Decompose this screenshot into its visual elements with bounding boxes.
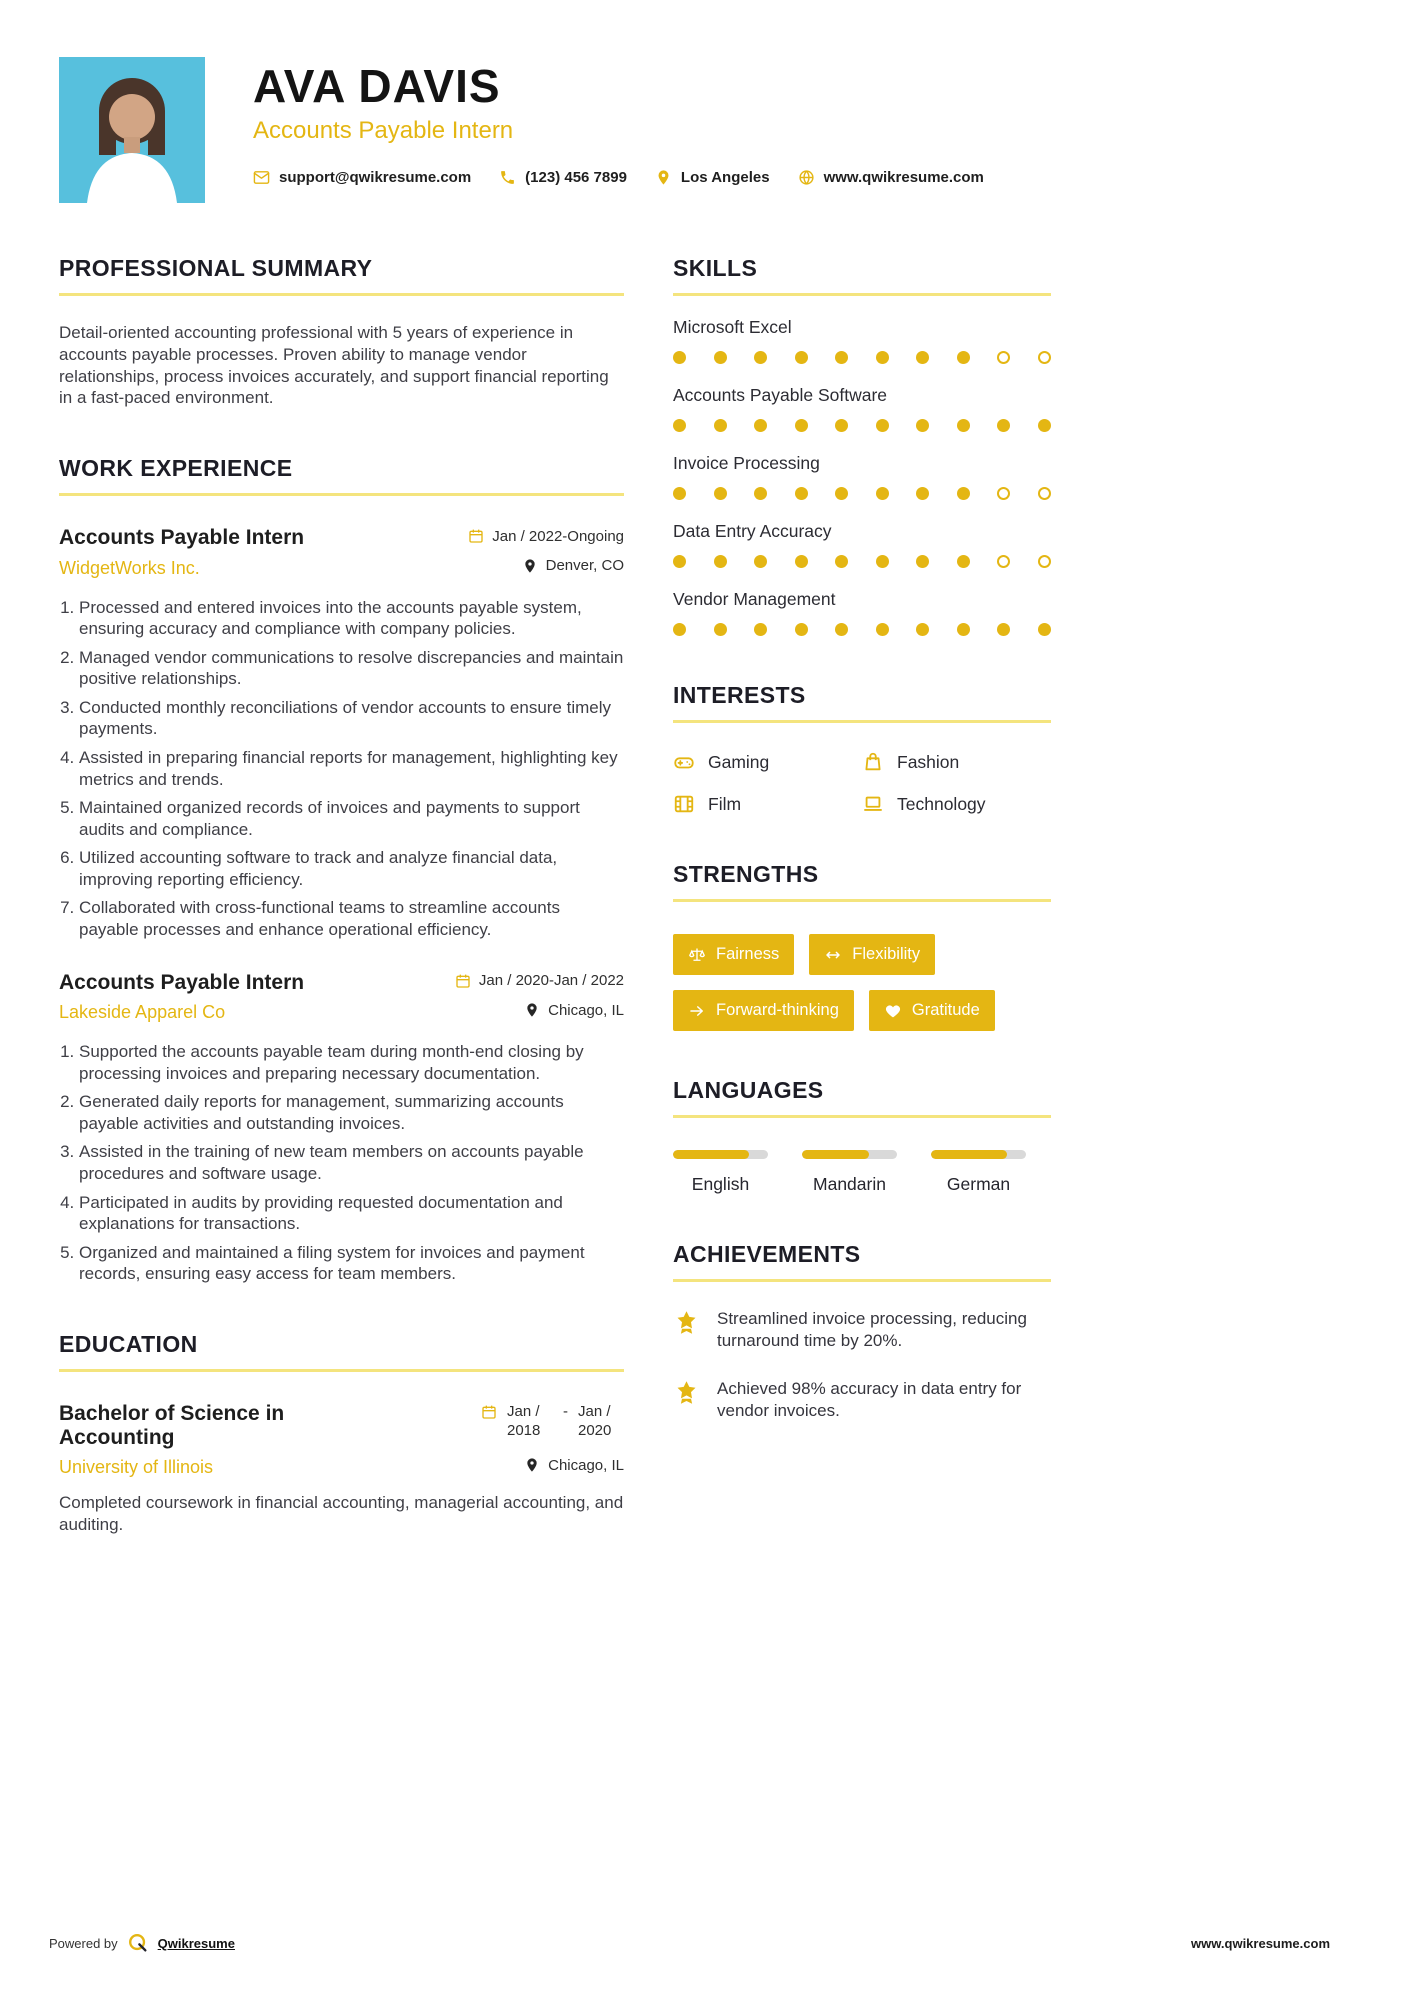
main-columns [0, 255, 1407, 1536]
section-rule [673, 720, 1051, 723]
skill-dot-filled [795, 555, 808, 568]
summary-heading: PROFESSIONAL SUMMARY [59, 255, 373, 281]
skill-name: Invoice Processing [673, 453, 820, 473]
job-bullet-list [59, 597, 624, 941]
job-entry [59, 526, 624, 941]
map-pin-icon [524, 1457, 540, 1473]
section-rule [59, 1369, 624, 1372]
education-date-start: Jan / 2018 [507, 1402, 541, 1440]
job-bullet: 2. Generated daily reports for management, summarizing accounts payable activities and outstanding invoices. [79, 1091, 624, 1134]
job-bullet: 5. Organized and maintained a filing system for invoices and payment records, ensuring easy access for team members. [79, 1242, 624, 1285]
skill-name: Microsoft Excel [673, 317, 792, 337]
education-date-dash: - [563, 1402, 568, 1420]
skills-heading: SKILLS [673, 255, 758, 281]
skill-dot-filled [835, 487, 848, 500]
profile-photo [59, 57, 205, 203]
education-date-end: Jan / 2020 [578, 1402, 612, 1440]
skill-dot-filled [714, 487, 727, 500]
skill-name: Accounts Payable Software [673, 385, 888, 405]
section-rule [59, 493, 624, 496]
skill-dot-filled [754, 555, 767, 568]
education-heading: EDUCATION [59, 1330, 198, 1357]
interests-heading: INTERESTS [673, 682, 806, 708]
footer-website-link[interactable]: www.qwikresume.com [1191, 1935, 1330, 1951]
language-bar [673, 1150, 768, 1159]
skill-dot-filled [1038, 623, 1051, 636]
interest-fashion [862, 751, 1051, 773]
map-pin-icon [524, 1002, 540, 1018]
skill-dot-filled [835, 351, 848, 364]
strength-label: Gratitude [911, 1001, 980, 1019]
interest-gaming [673, 751, 862, 773]
job-location-text: Chicago, IL [548, 1001, 624, 1019]
contact-email-text: support@qwikresume.com [279, 169, 472, 186]
skill-dot-filled [795, 487, 808, 500]
section-professional-summary [59, 255, 624, 409]
skill-dot-filled [916, 419, 929, 432]
skill-dot-filled [876, 623, 889, 636]
skill-item [673, 521, 1051, 568]
achievement-text: Achieved 98% accuracy in data entry for vendor invoices. [717, 1379, 1022, 1421]
strength-fairness [673, 934, 794, 975]
skill-dot-filled [835, 419, 848, 432]
education-location [524, 1457, 624, 1474]
job-location-text: Denver, CO [545, 557, 624, 574]
skill-rating [673, 487, 1051, 500]
powered-by [49, 1932, 235, 1954]
section-skills [673, 255, 1051, 636]
skill-dot-filled [957, 555, 970, 568]
skill-dot-empty [1038, 555, 1051, 568]
skill-item [673, 317, 1051, 364]
skill-dot-filled [714, 419, 727, 432]
skill-dot-empty [997, 555, 1010, 568]
skill-dot-filled [997, 623, 1010, 636]
language-bar-fill [673, 1150, 749, 1159]
section-achievements [673, 1241, 1051, 1422]
job-date [468, 528, 624, 545]
skill-dot-filled [916, 555, 929, 568]
skill-dot-filled [957, 487, 970, 500]
interest-label: Gaming [708, 751, 770, 772]
language-label: Mandarin [813, 1174, 886, 1194]
skill-dot-filled [876, 555, 889, 568]
skill-dot-filled [835, 555, 848, 568]
job-bullet: 7. Collaborated with cross-functional teams to streamline accounts payable processes and enhance operational efficiency. [79, 897, 624, 940]
skill-rating [673, 623, 1051, 636]
strength-flexibility [809, 934, 935, 975]
film-icon [673, 793, 695, 815]
interest-label: Film [708, 793, 742, 814]
section-rule [673, 1279, 1051, 1282]
skill-dot-filled [754, 419, 767, 432]
section-rule [673, 899, 1051, 902]
person-name: AVA DAVIS [253, 60, 501, 112]
job-company: Lakeside Apparel Co [59, 1002, 226, 1023]
job-bullet: 1. Supported the accounts payable team during month-end closing by processing invoices and preparing necessary documentation. [79, 1041, 624, 1084]
map-pin-icon [522, 558, 538, 574]
contact-website-text: www.qwikresume.com [823, 169, 984, 186]
interest-film [673, 793, 862, 815]
skill-rating [673, 555, 1051, 568]
skill-item [673, 589, 1051, 636]
languages-row [673, 1150, 1051, 1195]
strength-gratitude [869, 990, 995, 1031]
work-heading: WORK EXPERIENCE [59, 455, 293, 481]
email-icon [253, 169, 270, 186]
section-rule [673, 1115, 1051, 1118]
skill-dot-filled [714, 623, 727, 636]
education-school: University of Illinois [59, 1457, 214, 1478]
education-location-text: Chicago, IL [548, 1456, 624, 1474]
skill-dot-filled [673, 555, 686, 568]
language-label: German [946, 1174, 1011, 1194]
job-bullet: 6. Utilized accounting software to track and analyze financial data, improving reporting efficiency. [79, 847, 624, 890]
job-location [524, 1002, 624, 1019]
contact-location-text: Los Angeles [680, 169, 770, 186]
achievement-item [673, 1378, 1051, 1422]
job-title: Accounts Payable Intern [59, 526, 305, 549]
strength-label: Flexibility [852, 945, 921, 963]
education-entry [59, 1402, 624, 1536]
section-education [59, 1331, 624, 1536]
header [0, 0, 1407, 203]
skill-dot-filled [714, 351, 727, 364]
section-strengths [673, 861, 1051, 1031]
job-entry [59, 971, 624, 1285]
skill-rating [673, 419, 1051, 432]
skill-dot-empty [997, 487, 1010, 500]
strength-label: Forward-thinking [716, 1001, 839, 1019]
powered-by-label: Powered by [49, 1935, 118, 1951]
skill-dot-filled [916, 487, 929, 500]
skill-dot-filled [754, 487, 767, 500]
skill-dot-filled [957, 351, 970, 364]
skill-dot-filled [673, 623, 686, 636]
language-mandarin [802, 1150, 897, 1195]
person-title: Accounts Payable Intern [253, 117, 514, 144]
skill-dot-filled [957, 623, 970, 636]
language-german [931, 1150, 1026, 1195]
calendar-icon [455, 973, 471, 989]
skill-dot-filled [876, 419, 889, 432]
job-head [59, 971, 624, 995]
skill-dot-filled [673, 419, 686, 432]
skill-dot-filled [795, 351, 808, 364]
skill-dot-filled [795, 419, 808, 432]
section-interests [673, 682, 1051, 815]
skill-item [673, 453, 1051, 500]
skill-dot-filled [754, 623, 767, 636]
skill-dot-filled [916, 351, 929, 364]
job-subhead [59, 557, 624, 579]
languages-heading: LANGUAGES [673, 1077, 824, 1103]
contact-phone[interactable] [499, 169, 627, 186]
job-date-text: Jan / 2020-Jan / 2022 [478, 972, 624, 990]
skill-dot-filled [835, 623, 848, 636]
contact-row [253, 169, 984, 186]
contact-email[interactable] [253, 169, 471, 186]
medal-star-icon [673, 1379, 700, 1406]
achievement-item [673, 1308, 1051, 1352]
job-bullet: 5. Maintained organized records of invoices and payments to support audits and compliance. [79, 797, 624, 840]
skill-name: Data Entry Accuracy [673, 521, 832, 541]
skill-dot-filled [673, 487, 686, 500]
skill-dot-filled [1038, 419, 1051, 432]
summary-text: Detail-oriented accounting professional with 5 years of experience in accounts payable processes. Proven ability to manage vendor relationships, process invoices accurately, and support financial reporting in a fast-paced environment. [59, 323, 609, 408]
skill-name: Vendor Management [673, 589, 836, 609]
language-english [673, 1150, 768, 1195]
strengths-heading: STRENGTHS [673, 861, 819, 887]
contact-location [655, 169, 770, 186]
section-languages [673, 1077, 1051, 1195]
left-column [59, 255, 624, 1536]
globe-icon [798, 169, 815, 186]
language-bar-fill [802, 1150, 869, 1159]
job-date [455, 972, 624, 989]
job-title: Accounts Payable Intern [59, 970, 305, 994]
job-bullet-list [59, 1041, 624, 1285]
right-column [673, 255, 1051, 1536]
laptop-icon [862, 793, 884, 815]
skill-rating [673, 351, 1051, 364]
strength-chips [673, 934, 1051, 1031]
skill-dot-filled [714, 555, 727, 568]
qwikresume-logo-icon [127, 1932, 149, 1954]
language-bar [931, 1150, 1026, 1159]
skill-dot-empty [997, 351, 1010, 364]
skill-dot-filled [957, 419, 970, 432]
interest-technology [862, 793, 1051, 815]
skill-dot-filled [876, 351, 889, 364]
interest-label: Technology [897, 793, 986, 814]
language-label: English [691, 1174, 750, 1194]
contact-website[interactable] [798, 169, 984, 186]
job-date-text: Jan / 2022-Ongoing [492, 527, 624, 545]
language-bar [802, 1150, 897, 1159]
achievement-text: Streamlined invoice processing, reducing turnaround time by 20%. [717, 1309, 1027, 1351]
profile-photo-illustration [59, 57, 205, 203]
section-rule [59, 293, 624, 296]
strength-label: Fairness [716, 945, 780, 963]
job-bullet: 4. Participated in audits by providing requested documentation and explanations for transactions. [79, 1192, 624, 1235]
medal-star-icon [673, 1309, 700, 1336]
achievements-heading: ACHIEVEMENTS [673, 1241, 861, 1267]
skill-item [673, 385, 1051, 432]
skill-dot-filled [916, 623, 929, 636]
skill-dot-empty [1038, 487, 1051, 500]
gamepad-icon [673, 751, 695, 773]
job-location [522, 557, 624, 574]
qwikresume-brand-link[interactable]: Qwikresume [157, 1935, 235, 1951]
location-icon [655, 169, 672, 186]
calendar-icon [468, 528, 484, 544]
job-company: WidgetWorks Inc. [59, 557, 200, 578]
shopping-bag-icon [862, 751, 884, 773]
skill-dot-filled [876, 487, 889, 500]
left-right-arrow-icon [824, 946, 842, 964]
scales-icon [688, 946, 706, 964]
job-head [59, 526, 624, 550]
heart-icon [884, 1002, 902, 1020]
education-subhead [59, 1457, 624, 1479]
job-bullet: 1. Processed and entered invoices into the accounts payable system, ensuring accuracy and compliance with company policies. [79, 597, 624, 640]
job-bullet: 3. Assisted in the training of new team members on accounts payable procedures and software usage. [79, 1141, 624, 1184]
phone-icon [499, 169, 516, 186]
arrow-right-icon [688, 1002, 706, 1020]
skill-dot-empty [1038, 351, 1051, 364]
section-work-experience [59, 455, 624, 1285]
education-head [59, 1402, 624, 1450]
language-bar-fill [931, 1150, 1007, 1159]
interests-grid [673, 751, 1051, 815]
education-dates [481, 1402, 624, 1441]
job-bullet: 2. Managed vendor communications to resolve discrepancies and maintain positive relationships. [79, 647, 624, 690]
job-bullet: 3. Conducted monthly reconciliations of vendor accounts to ensure timely payments. [79, 697, 624, 740]
job-bullet: 4. Assisted in preparing financial reports for management, highlighting key metrics and trends. [79, 747, 624, 790]
footer [49, 1932, 1330, 1954]
education-note: Completed coursework in financial accounting, managerial accounting, and auditing. [59, 1493, 624, 1535]
skill-dot-filled [795, 623, 808, 636]
interest-label: Fashion [897, 751, 960, 772]
skill-dot-filled [997, 419, 1010, 432]
section-rule [673, 293, 1051, 296]
skill-dot-filled [673, 351, 686, 364]
contact-phone-text: (123) 456 7899 [525, 169, 627, 186]
education-degree: Bachelor of Science in Accounting [59, 1401, 285, 1449]
skill-dot-filled [754, 351, 767, 364]
job-subhead [59, 1002, 624, 1024]
calendar-icon [481, 1404, 497, 1420]
strength-forward-thinking [673, 990, 854, 1031]
header-info [253, 57, 984, 203]
